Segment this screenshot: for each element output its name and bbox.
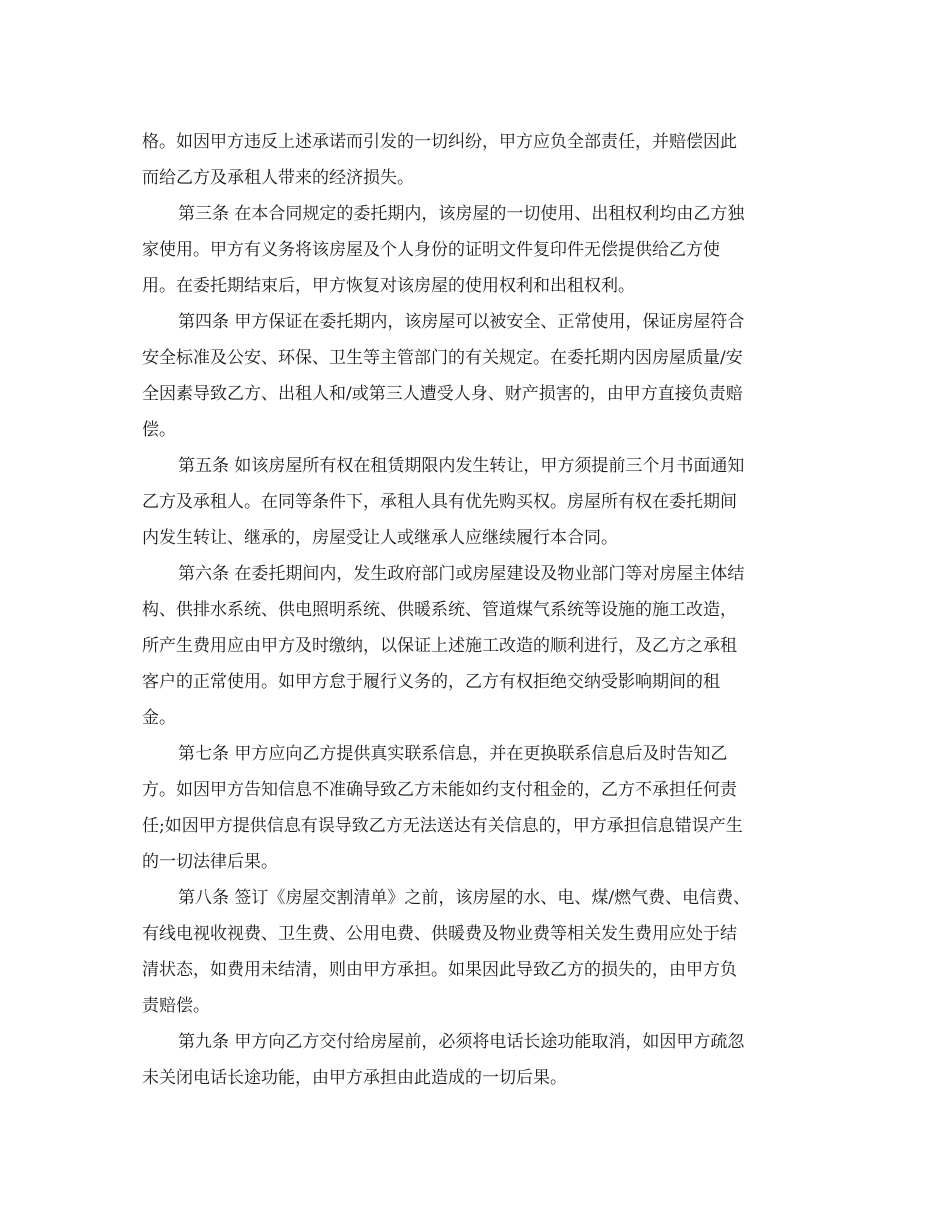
article-3-line: 用。在委托期结束后，甲方恢复对该房屋的使用权利和出租权利。 [142, 276, 635, 296]
article-4-line: 第四条 甲方保证在委托期内，该房屋可以被安全、正常使用，保证房屋符合 [178, 312, 745, 332]
paragraph-line: 而给乙方及承租人带来的经济损失。 [142, 168, 414, 188]
article-8-line: 第八条 签订《房屋交割清单》之前，该房屋的水、电、煤/燃气费、电信费、 [178, 888, 751, 908]
article-3-line: 第三条 在本合同规定的委托期内，该房屋的一切使用、出租权利均由乙方独 [178, 204, 745, 224]
article-6-line: 第六条 在委托期间内，发生政府部门或房屋建设及物业部门等对房屋主体结 [178, 564, 745, 584]
article-7-line: 第七条 甲方应向乙方提供真实联系信息，并在更换联系信息后及时告知乙 [178, 744, 728, 764]
article-7-line: 任;如因甲方提供信息有误导致乙方无法送达有关信息的，甲方承担信息错误产生 [142, 816, 743, 836]
article-9-line: 未关闭电话长途功能，由甲方承担由此造成的一切后果。 [142, 1068, 567, 1088]
article-6-line: 客户的正常使用。如甲方怠于履行义务的，乙方有权拒绝交纳受影响期间的租 [142, 672, 720, 692]
article-5-line: 内发生转让、继承的，房屋受让人或继承人应继续履行本合同。 [142, 528, 618, 548]
article-8-line: 有线电视收视费、卫生费、公用电费、供暖费及物业费等相关发生费用应处于结 [142, 924, 737, 944]
article-4-line: 安全标准及公安、环保、卫生等主管部门的有关规定。在委托期内因房屋质量/安 [142, 348, 743, 368]
article-6-line: 金。 [142, 708, 176, 728]
article-6-line: 所产生费用应由甲方及时缴纳，以保证上述施工改造的顺利进行，及乙方之承租 [142, 636, 737, 656]
article-5-line: 第五条 如该房屋所有权在租赁期限内发生转让，甲方须提前三个月书面通知 [178, 456, 745, 476]
article-8-line: 责赔偿。 [142, 996, 210, 1016]
article-3-line: 家使用。甲方有义务将该房屋及个人身份的证明文件复印件无偿提供给乙方使 [142, 240, 720, 260]
article-7-line: 方。如因甲方告知信息不准确导致乙方未能如约支付租金的，乙方不承担任何责 [142, 780, 737, 800]
article-4-line: 全因素导致乙方、出租人和/或第三人遭受人身、财产损害的，由甲方直接负责赔 [142, 384, 743, 404]
article-6-line: 构、供排水系统、供电照明系统、供暖系统、管道煤气系统等设施的施工改造， [142, 600, 737, 620]
article-5-line: 乙方及承租人。在同等条件下，承租人具有优先购买权。房屋所有权在委托期间 [142, 492, 737, 512]
article-9-line: 第九条 甲方向乙方交付给房屋前，必须将电话长途功能取消，如因甲方疏忽 [178, 1032, 745, 1052]
article-8-line: 清状态，如费用未结清，则由甲方承担。如果因此导致乙方的损失的，由甲方负 [142, 960, 737, 980]
paragraph-line: 格。如因甲方违反上述承诺而引发的一切纠纷，甲方应负全部责任，并赔偿因此 [142, 132, 737, 152]
article-7-line: 的一切法律后果。 [142, 852, 278, 872]
article-4-line: 偿。 [142, 420, 176, 440]
